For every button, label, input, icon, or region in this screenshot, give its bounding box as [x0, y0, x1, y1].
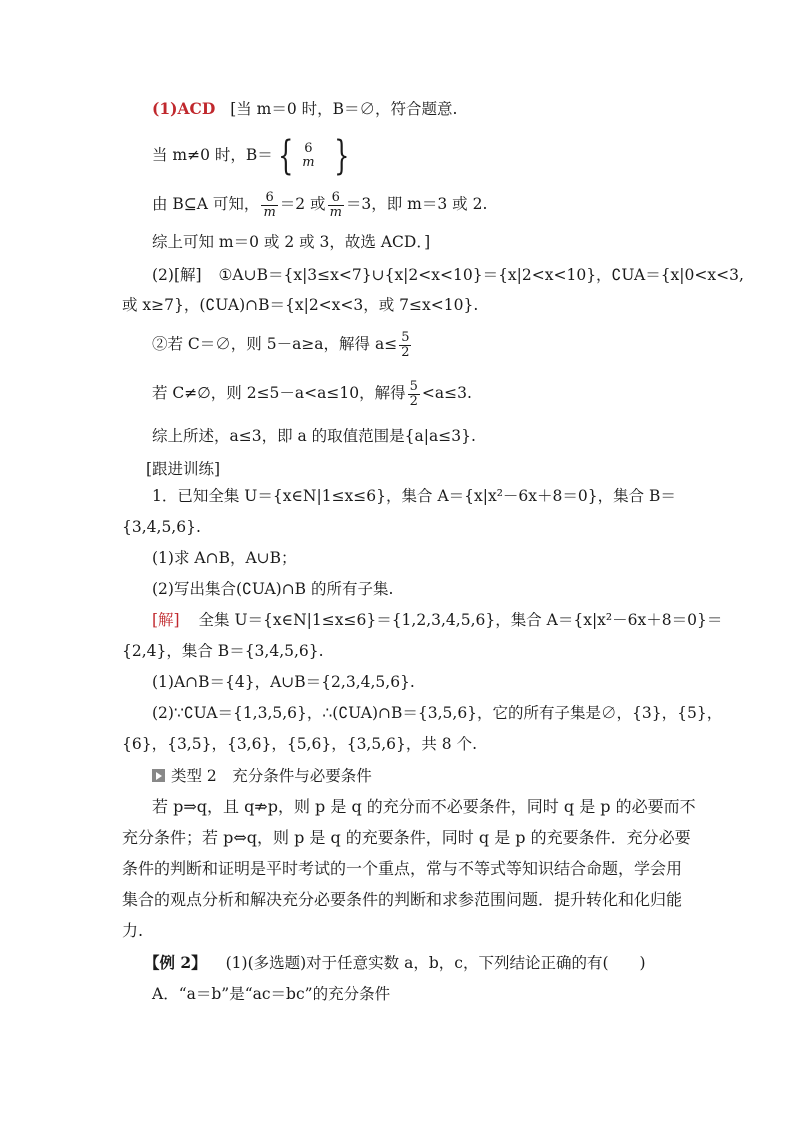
text: ②若 C＝∅，则 5－a≥a，解得 a≤: [152, 335, 398, 353]
intro-line-2: 充分条件；若 p⇔q，则 p 是 q 的充要条件，同时 q 是 p 的充要条件．充分必要: [122, 828, 691, 847]
text: (1)(多选题)对于任意实数 a，b，c，下列结论正确的有( ): [225, 954, 646, 972]
answer-line-8: [152, 375, 472, 411]
numerator: 5: [409, 378, 418, 394]
exercise-1-line-2: {3,4,5,6}.: [122, 518, 201, 536]
numerator: 5: [401, 329, 410, 345]
denominator: 2: [401, 344, 410, 360]
text: ①A∪B＝{x|3≤x<7}∪{x|2<x<10}＝{x|2<x<10}，∁UA＝{x|0<x<3,: [218, 266, 744, 284]
solution-line-5: {6}，{3,5}，{3,6}，{5,6}，{3,5,6}，共 8 个.: [122, 735, 478, 753]
denominator: m: [302, 155, 315, 170]
intro-line-3: 条件的判断和证明是平时考试的一个重点，常与不等式等知识结合命题，学会用: [122, 859, 683, 878]
exercise-1-part-2: (2)写出集合(∁UA)∩B 的所有子集.: [152, 580, 394, 598]
answer-line-6: 或 x≥7}，(∁UA)∩B＝{x|2<x<3，或 7≤x<10}.: [122, 296, 479, 314]
fraction: [300, 142, 316, 170]
text: ＝3，即 m＝3 或 2.: [345, 195, 488, 213]
solution-line-1: [152, 610, 722, 630]
text: <a≤3.: [421, 384, 472, 402]
right-brace-icon: }: [333, 133, 349, 179]
fraction: [261, 191, 277, 220]
example-2-line: [144, 953, 646, 973]
example-label: 【例 2】: [144, 953, 207, 972]
text: 由 B⊆A 可知，: [152, 195, 260, 213]
answer-label: (1)ACD: [152, 99, 216, 118]
intro-line-5: 力.: [122, 921, 144, 940]
fraction: [408, 380, 420, 409]
heading-text: 类型 2 充分条件与必要条件: [171, 767, 372, 785]
answer-line-9: 综上所述，a≤3，即 a 的取值范围是{a|a≤3}.: [152, 427, 476, 445]
exercise-1-line-1: 1．已知全集 U＝{x∈N|1≤x≤6}，集合 A＝{x|x²－6x＋8＝0}，集合 B＝: [152, 487, 676, 505]
numerator: 6: [304, 141, 313, 156]
answer-line-5: [152, 265, 744, 285]
answer-line-3: [152, 186, 487, 222]
numerator: 6: [328, 191, 344, 206]
exercise-1-part-1: (1)求 A∩B，A∪B；: [152, 549, 297, 567]
option-a: A．“a＝b”是“ac＝bc”的充分条件: [152, 985, 391, 1003]
denominator: m: [263, 204, 276, 220]
answer-text: [当 m＝0 时，B＝∅，符合题意.: [230, 100, 458, 118]
solution-line-4: (2)∵∁UA＝{1,3,5,6}，∴(∁UA)∩B＝{3,5,6}，它的所有子集是∅，{3}，{5}，: [152, 704, 723, 722]
left-brace-icon: {: [277, 133, 294, 179]
answer-line-1: [152, 99, 457, 119]
text: 全集 U＝{x∈N|1≤x≤6}＝{1,2,3,4,5,6}，集合 A＝{x|x²－6x＋8＝0}＝: [198, 611, 723, 629]
solution-label: (2)[解]: [152, 266, 202, 284]
denominator: 2: [409, 393, 418, 409]
section-heading-followup: [跟进训练]: [146, 460, 221, 478]
solution-line-3: (1)A∩B＝{4}，A∪B＝{2,3,4,5,6}.: [152, 673, 415, 691]
denominator: m: [329, 204, 342, 220]
solution-line-2: {2,4}，集合 B＝{3,4,5,6}.: [122, 642, 324, 660]
numerator: 6: [261, 191, 277, 206]
fraction: [328, 191, 344, 220]
text: ＝2 或: [279, 195, 326, 213]
play-icon: [152, 769, 165, 782]
answer-line-2: [152, 133, 354, 179]
fraction: [399, 331, 411, 360]
text: 若 C≠∅，则 2≤5－a<a≤10，解得: [152, 384, 406, 402]
text: 当 m≠0 时，B＝: [152, 146, 273, 164]
type-2-heading: [152, 766, 372, 786]
answer-line-4: 综上可知 m＝0 或 2 或 3，故选 ACD．]: [152, 233, 431, 251]
intro-line-4: 集合的观点分析和解决充分必要条件的判断和求参范围问题．提升转化和化归能: [122, 890, 683, 909]
solution-label: [解]: [152, 611, 180, 629]
intro-line-1: 若 p⇒q，且 q⇏p，则 p 是 q 的充分而不必要条件，同时 q 是 p 的必要而不: [152, 797, 696, 816]
answer-line-7: [152, 326, 413, 362]
